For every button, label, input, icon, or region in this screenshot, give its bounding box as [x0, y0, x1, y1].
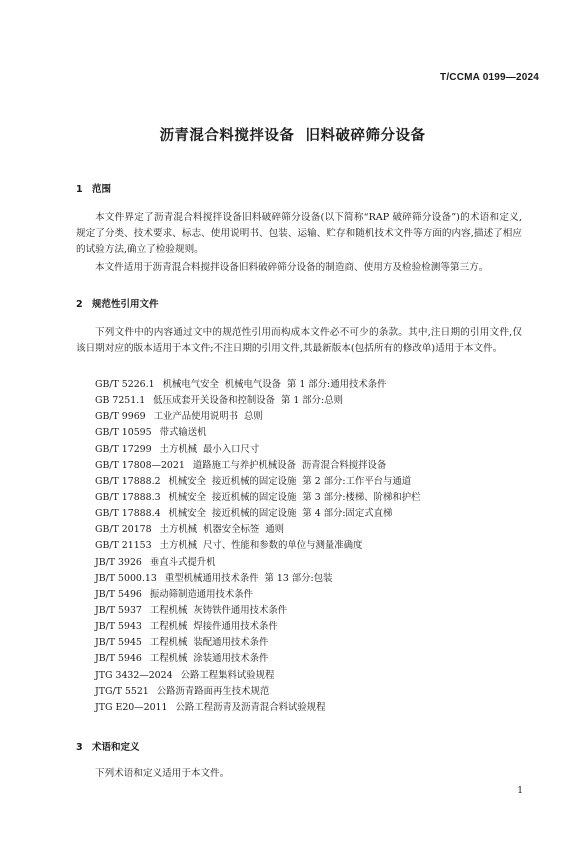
reference-title: 土方机械 尺寸、性能和参数的单位与测量准确度: [159, 540, 363, 552]
reference-title: 重型机械通用技术条件 第 13 部分:包装: [164, 572, 333, 584]
reference-title: 公路沥青路面再生技术规范: [156, 685, 270, 697]
reference-item: [95, 458, 421, 474]
reference-item: [95, 425, 421, 441]
terms-intro-paragraph: 下列术语和定义适用于本文件。: [95, 768, 230, 779]
section-number: 3: [76, 742, 83, 753]
reference-item: [95, 571, 421, 587]
reference-item: [95, 668, 421, 684]
reference-item: [95, 651, 421, 667]
section-title: 术语和定义: [92, 742, 140, 753]
reference-item: [95, 377, 421, 393]
section-title: 范围: [92, 184, 112, 195]
reference-title: 土方机械 最小入口尺寸: [159, 443, 260, 455]
reference-title: 工程机械 涂装通用技术条件: [149, 653, 269, 665]
reference-item: [95, 603, 421, 619]
reference-title: 工程机械 灰铸铁件通用技术条件: [149, 604, 288, 616]
reference-code: GB/T 17888.2: [95, 475, 161, 487]
document-number: T/CCMA 0199—2024: [440, 72, 539, 83]
reference-code: GB/T 17888.3: [95, 491, 161, 503]
reference-item: [95, 442, 421, 458]
reference-item: [95, 619, 421, 635]
reference-title: 低压成套开关设备和控制设备 第 1 部分:总则: [153, 395, 343, 407]
reference-item: [95, 684, 421, 700]
scope-paragraph-1: 本文件界定了沥青混合料搅拌设备旧料破碎筛分设备(以下简称“RAP 破碎筛分设备”)的术语和定义,规定了分类、技术要求、标志、使用说明书、包装、运输、贮存和随机技术文件等方面的内容,描述了相应的试验方法,确立了检验规则。: [76, 212, 522, 255]
reference-title: 工程机械 装配通用技术条件: [149, 637, 269, 649]
reference-code: JB/T 5937: [95, 604, 142, 616]
reference-item: [95, 635, 421, 651]
reference-item: [95, 538, 421, 554]
reference-item: [95, 555, 421, 571]
reference-title: 工业产品使用说明书 总则: [153, 411, 263, 423]
reference-code: GB/T 17808—2021: [95, 459, 185, 471]
reference-item: [95, 393, 421, 409]
reference-code: JB/T 5496: [95, 588, 142, 600]
reference-title: 公路工程集料试验规程: [180, 669, 275, 681]
section-number: 1: [76, 184, 83, 195]
reference-item: [95, 506, 421, 522]
references-intro-paragraph: 下列文件中的内容通过文中的规范性引用而构成本文件必不可少的条款。其中,注日期的引用文件,仅该日期对应的版本适用于本文件;不注日期的引用文件,其最新版本(包括所有的修改单)适用于本文件。: [76, 327, 522, 354]
reference-title: 道路施工与养护机械设备 沥青混合料搅拌设备: [192, 459, 387, 471]
reference-item: [95, 474, 421, 490]
reference-code: JB/T 5946: [95, 653, 142, 665]
reference-item: [95, 409, 421, 425]
reference-code: GB/T 5226.1: [95, 379, 155, 390]
reference-code: GB/T 17299: [95, 443, 152, 455]
reference-code: GB 7251.1: [95, 395, 146, 407]
reference-code: JB/T 3926: [95, 556, 142, 568]
document-title: 沥青混合料搅拌设备 旧料破碎筛分设备: [159, 128, 426, 144]
normative-references-list: [95, 377, 421, 716]
reference-code: JTG/T 5521: [95, 685, 149, 697]
section-2-heading: [76, 296, 159, 310]
section-1-heading: [76, 181, 111, 195]
reference-title: 工程机械 焊接件通用技术条件: [149, 621, 278, 633]
reference-title: 机械安全 接近机械的固定设施 第 3 部分:楼梯、阶梯和护栏: [168, 491, 421, 503]
reference-title: 垂直斗式提升机: [149, 556, 216, 568]
reference-title: 机械安全 接近机械的固定设施 第 4 部分:固定式直梯: [168, 508, 393, 520]
section-number: 2: [76, 299, 83, 310]
reference-code: GB/T 10595: [95, 427, 152, 439]
reference-code: JB/T 5945: [95, 637, 142, 649]
page-number: 1: [517, 786, 523, 796]
reference-code: GB/T 17888.4: [95, 508, 161, 520]
reference-code: JB/T 5000.13: [95, 572, 157, 584]
reference-code: JTG E20—2011: [95, 701, 168, 713]
reference-code: GB/T 21153: [95, 540, 152, 552]
scope-paragraph-2: 本文件适用于沥青混合料搅拌设备旧料破碎筛分设备的制造商、使用方及检验检测等第三方。: [95, 262, 489, 273]
reference-title: 公路工程沥青及沥青混合料试验规程: [175, 701, 326, 713]
section-title: 规范性引用文件: [92, 299, 159, 310]
reference-code: JTG 3432—2024: [95, 669, 173, 681]
reference-title: 振动筛制造通用技术条件: [149, 588, 254, 600]
reference-code: JB/T 5943: [95, 621, 142, 633]
reference-code: GB/T 20178: [95, 524, 152, 536]
reference-title: 机械电气安全 机械电气设备 第 1 部分:通用技术条件: [162, 379, 387, 390]
section-3-heading: [76, 739, 140, 753]
reference-item: [95, 522, 421, 538]
reference-title: 带式输送机: [159, 427, 207, 439]
reference-title: 机械安全 接近机械的固定设施 第 2 部分:工作平台与通道: [168, 475, 412, 487]
reference-code: GB/T 9969: [95, 411, 146, 423]
reference-item: [95, 490, 421, 506]
reference-item: [95, 700, 421, 716]
reference-title: 土方机械 机器安全标签 通则: [159, 524, 285, 536]
reference-item: [95, 587, 421, 603]
